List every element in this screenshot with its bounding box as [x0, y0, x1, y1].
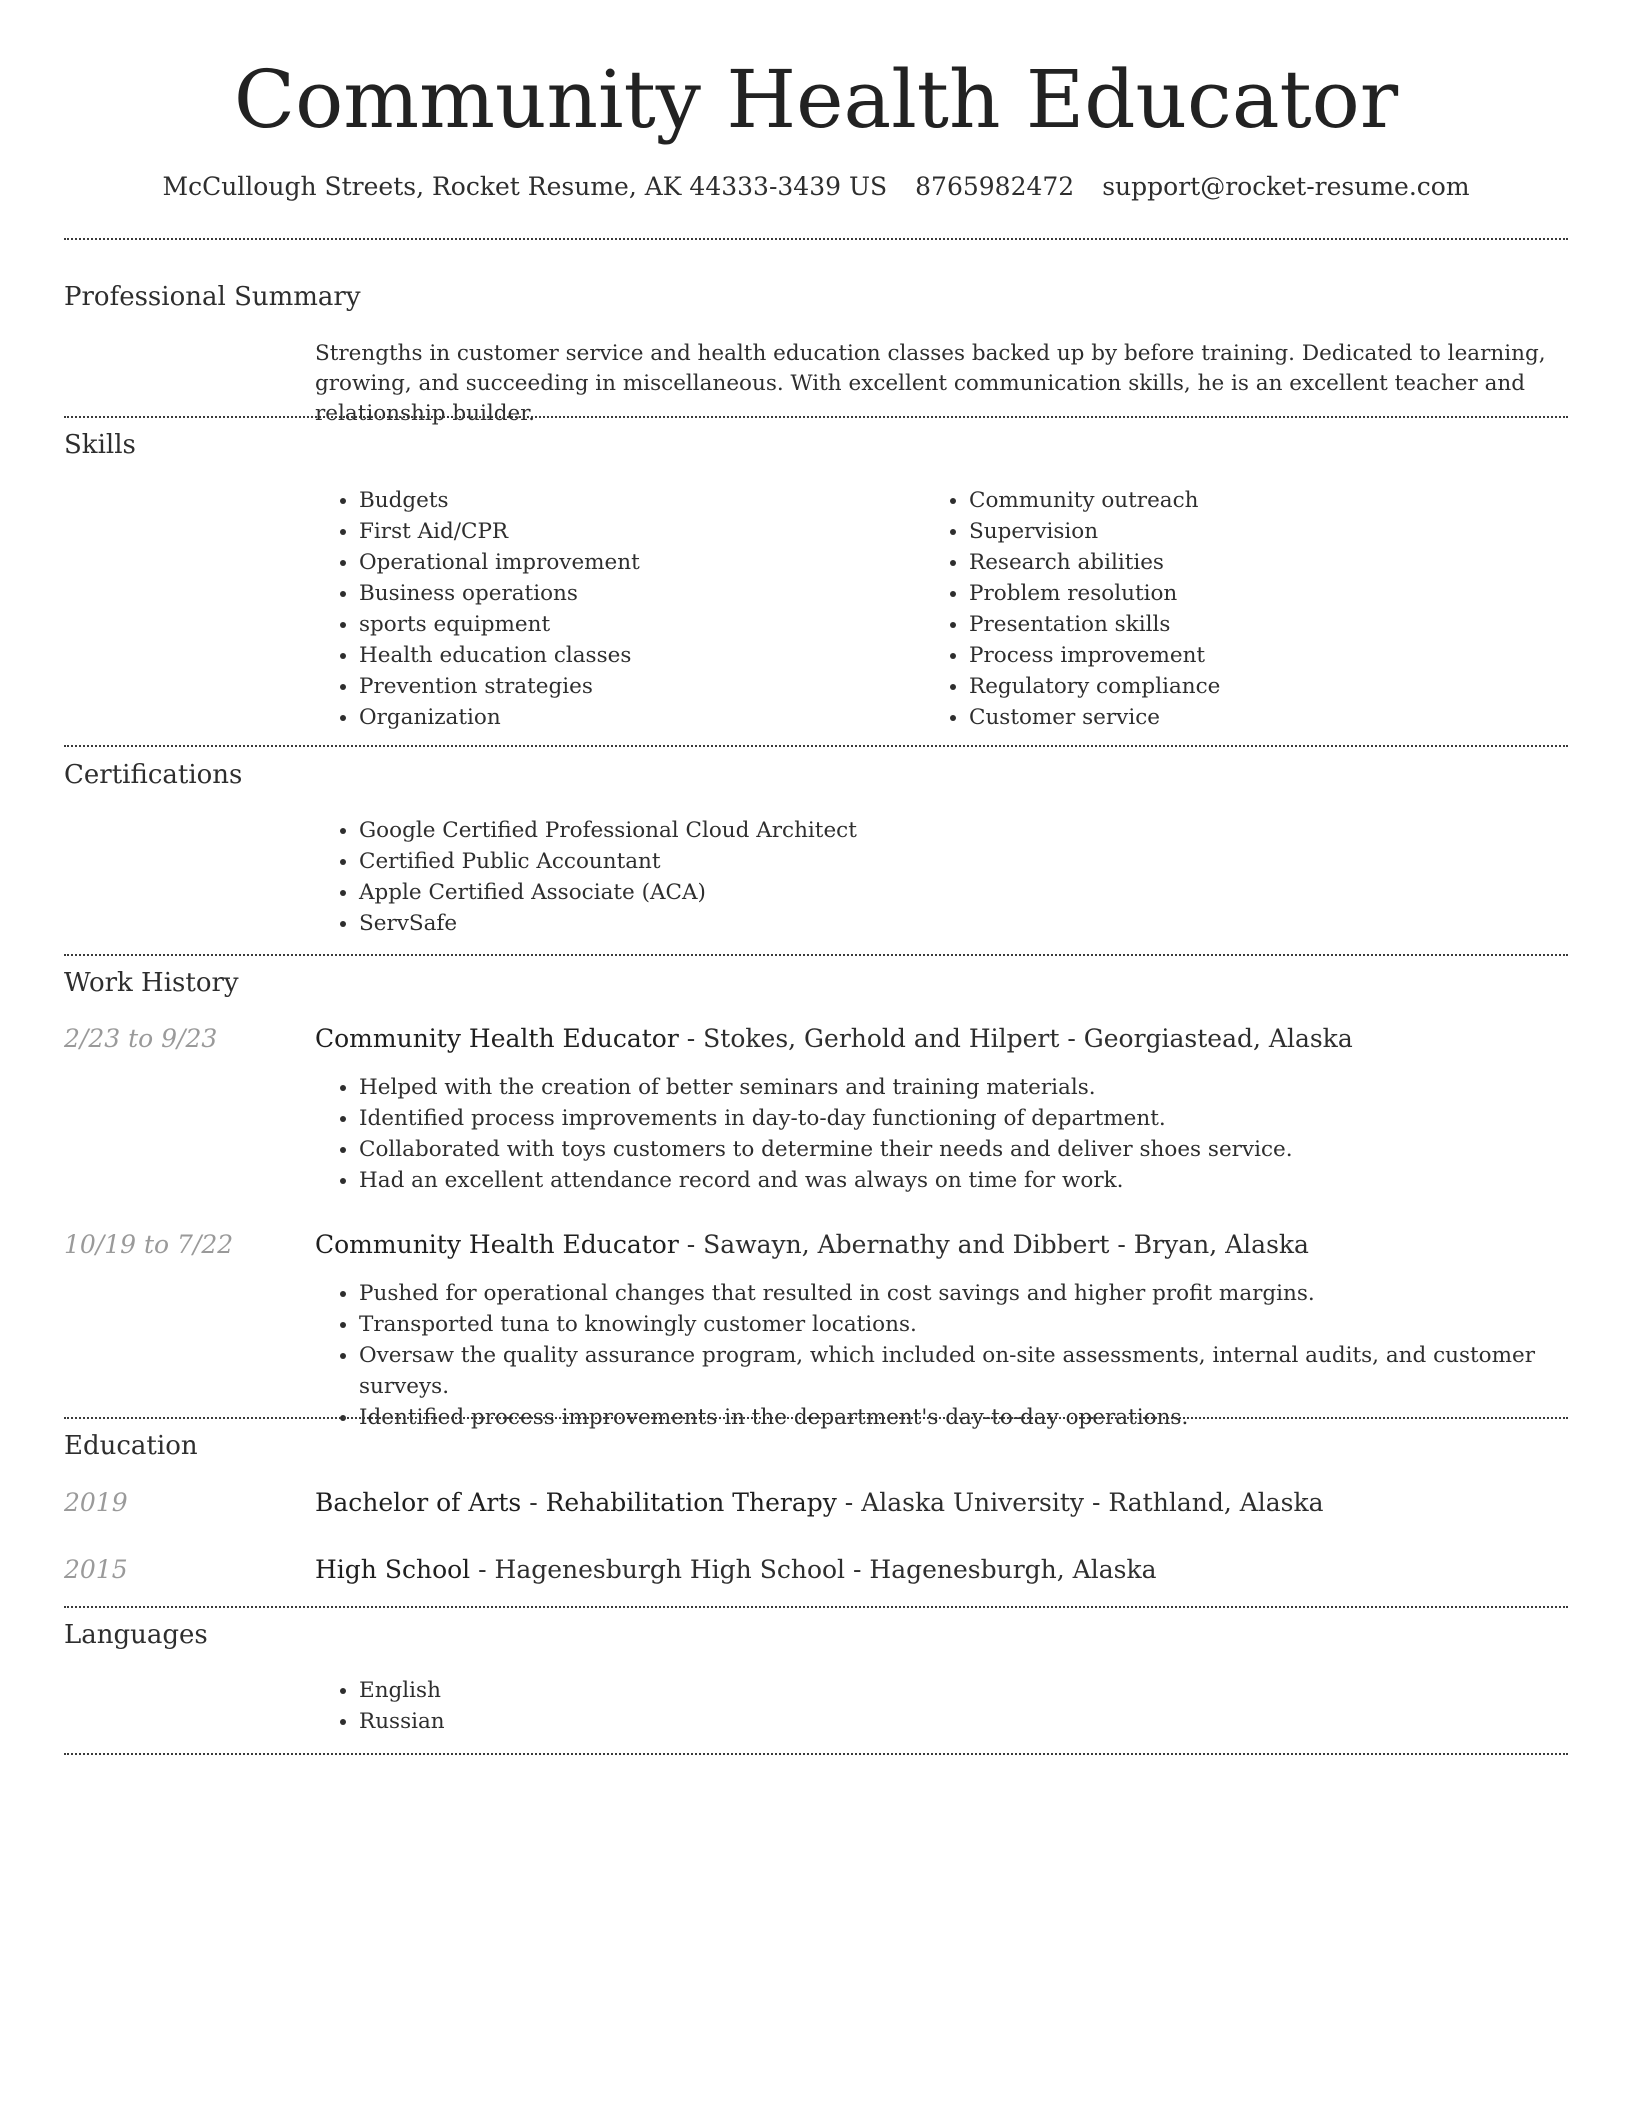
skill-item: • sports equipment [359, 609, 919, 640]
skill-item: • Operational improvement [359, 547, 919, 578]
job-bullet: • Helped with the creation of better seminars and training materials. [359, 1072, 1612, 1103]
job-bullets [315, 1072, 1612, 1196]
section-divider [64, 954, 1568, 956]
separator: - [1059, 1024, 1084, 1053]
job-location: Georgiastead, Alaska [1083, 1024, 1353, 1053]
job-bullet: • Pushed for operational changes that resulted in cost savings and higher profit margins. [359, 1278, 1612, 1309]
education-entry [315, 1553, 1568, 1587]
education-year: 2015 [64, 1555, 128, 1584]
degree: High School [315, 1555, 471, 1584]
job-employer: Stokes, Gerhold and Hilpert [703, 1024, 1060, 1053]
job-location: Bryan, Alaska [1133, 1230, 1309, 1259]
certification-item: • ServSafe [359, 908, 1559, 939]
skills-list-right [925, 485, 1569, 733]
skill-item: • Research abilities [969, 547, 1569, 578]
job-bullet: • Collaborated with toys customers to determine their needs and deliver shoes service. [359, 1134, 1612, 1165]
candidate-name: Community Health Educator [233, 53, 1399, 146]
skill-item: • Prevention strategies [359, 671, 919, 702]
languages-list [315, 1675, 959, 1737]
job-bullet: • Oversaw the quality assurance program, which included on-site assessments, internal audits, and customer surveys. [359, 1340, 1612, 1402]
skill-item: • Regulatory compliance [969, 671, 1569, 702]
skill-item: • Customer service [969, 702, 1569, 733]
separator: - [836, 1488, 862, 1517]
summary-text: Strengths in customer service and health education classes backed up by before training. Dedicated to learning, growing, and succeeding in miscellaneous. With excellent communication skills, he is an excellent teacher and relationship builder. [315, 341, 1546, 426]
language-item: • English [359, 1675, 959, 1706]
school: Alaska University [861, 1488, 1085, 1517]
job-heading [315, 1228, 1568, 1262]
section-divider [64, 1606, 1568, 1608]
job-bullet: • Transported tuna to knowingly customer locations. [359, 1309, 1612, 1340]
job-dates: 10/19 to 7/22 [64, 1230, 234, 1259]
job-bullet: • Identified process improvements in day-to-day functioning of department. [359, 1103, 1612, 1134]
job-role: Community Health Educator [315, 1230, 679, 1259]
skill-item: • Health education classes [359, 640, 919, 671]
section-divider [64, 1753, 1568, 1755]
skills-list-left [315, 485, 919, 733]
work-history-heading: Work History [64, 968, 239, 998]
skill-item: • Organization [359, 702, 919, 733]
separator: - [521, 1488, 546, 1517]
certification-item: • Apple Certified Associate (ACA) [359, 877, 1559, 908]
certification-item: • Google Certified Professional Cloud Architect [359, 815, 1559, 846]
education-entry [315, 1486, 1568, 1520]
summary-heading: Professional Summary [64, 282, 361, 312]
address: McCullough Streets, Rocket Resume, AK 44333-3439 US [162, 172, 888, 201]
school: Hagenesburgh High School [494, 1555, 846, 1584]
skill-item: • Supervision [969, 516, 1569, 547]
section-divider [64, 238, 1568, 240]
skill-item: • Business operations [359, 578, 919, 609]
separator: - [470, 1555, 495, 1584]
job-dates: 2/23 to 9/23 [64, 1024, 218, 1053]
section-divider [64, 1417, 1568, 1419]
certifications-list [315, 815, 1559, 939]
job-bullets [315, 1278, 1612, 1433]
job-bullet: • Identified process improvements in the department's day-to-day operations. [359, 1402, 1612, 1433]
certifications-heading: Certifications [64, 760, 243, 790]
separator: - [678, 1230, 704, 1259]
separator: - [678, 1024, 704, 1053]
education-year: 2019 [64, 1488, 128, 1517]
separator: - [845, 1555, 870, 1584]
certification-item: • Certified Public Accountant [359, 846, 1559, 877]
degree: Bachelor of Arts [315, 1488, 522, 1517]
phone: 8765982472 [915, 172, 1075, 201]
separator: - [1109, 1230, 1134, 1259]
separator: - [1084, 1488, 1109, 1517]
email: support@rocket-resume.com [1102, 172, 1470, 201]
skill-item: • Process improvement [969, 640, 1569, 671]
skill-item: • First Aid/CPR [359, 516, 919, 547]
skills-heading: Skills [64, 430, 136, 460]
skill-item: • Budgets [359, 485, 919, 516]
school-location: Hagenesburgh, Alaska [869, 1555, 1157, 1584]
job-employer: Sawayn, Abernathy and Dibbert [703, 1230, 1110, 1259]
job-role: Community Health Educator [315, 1024, 679, 1053]
education-heading: Education [64, 1431, 198, 1461]
skill-item: • Problem resolution [969, 578, 1569, 609]
section-divider [64, 745, 1568, 747]
skill-item: • Presentation skills [969, 609, 1569, 640]
contact-info [0, 170, 1632, 204]
language-item: • Russian [359, 1706, 959, 1737]
skill-item: • Community outreach [969, 485, 1569, 516]
school-location: Rathland, Alaska [1108, 1488, 1324, 1517]
field-of-study: Rehabilitation Therapy [545, 1488, 837, 1517]
languages-heading: Languages [64, 1620, 208, 1650]
job-heading [315, 1022, 1568, 1056]
section-divider [64, 416, 1568, 418]
job-bullet: • Had an excellent attendance record and was always on time for work. [359, 1165, 1612, 1196]
